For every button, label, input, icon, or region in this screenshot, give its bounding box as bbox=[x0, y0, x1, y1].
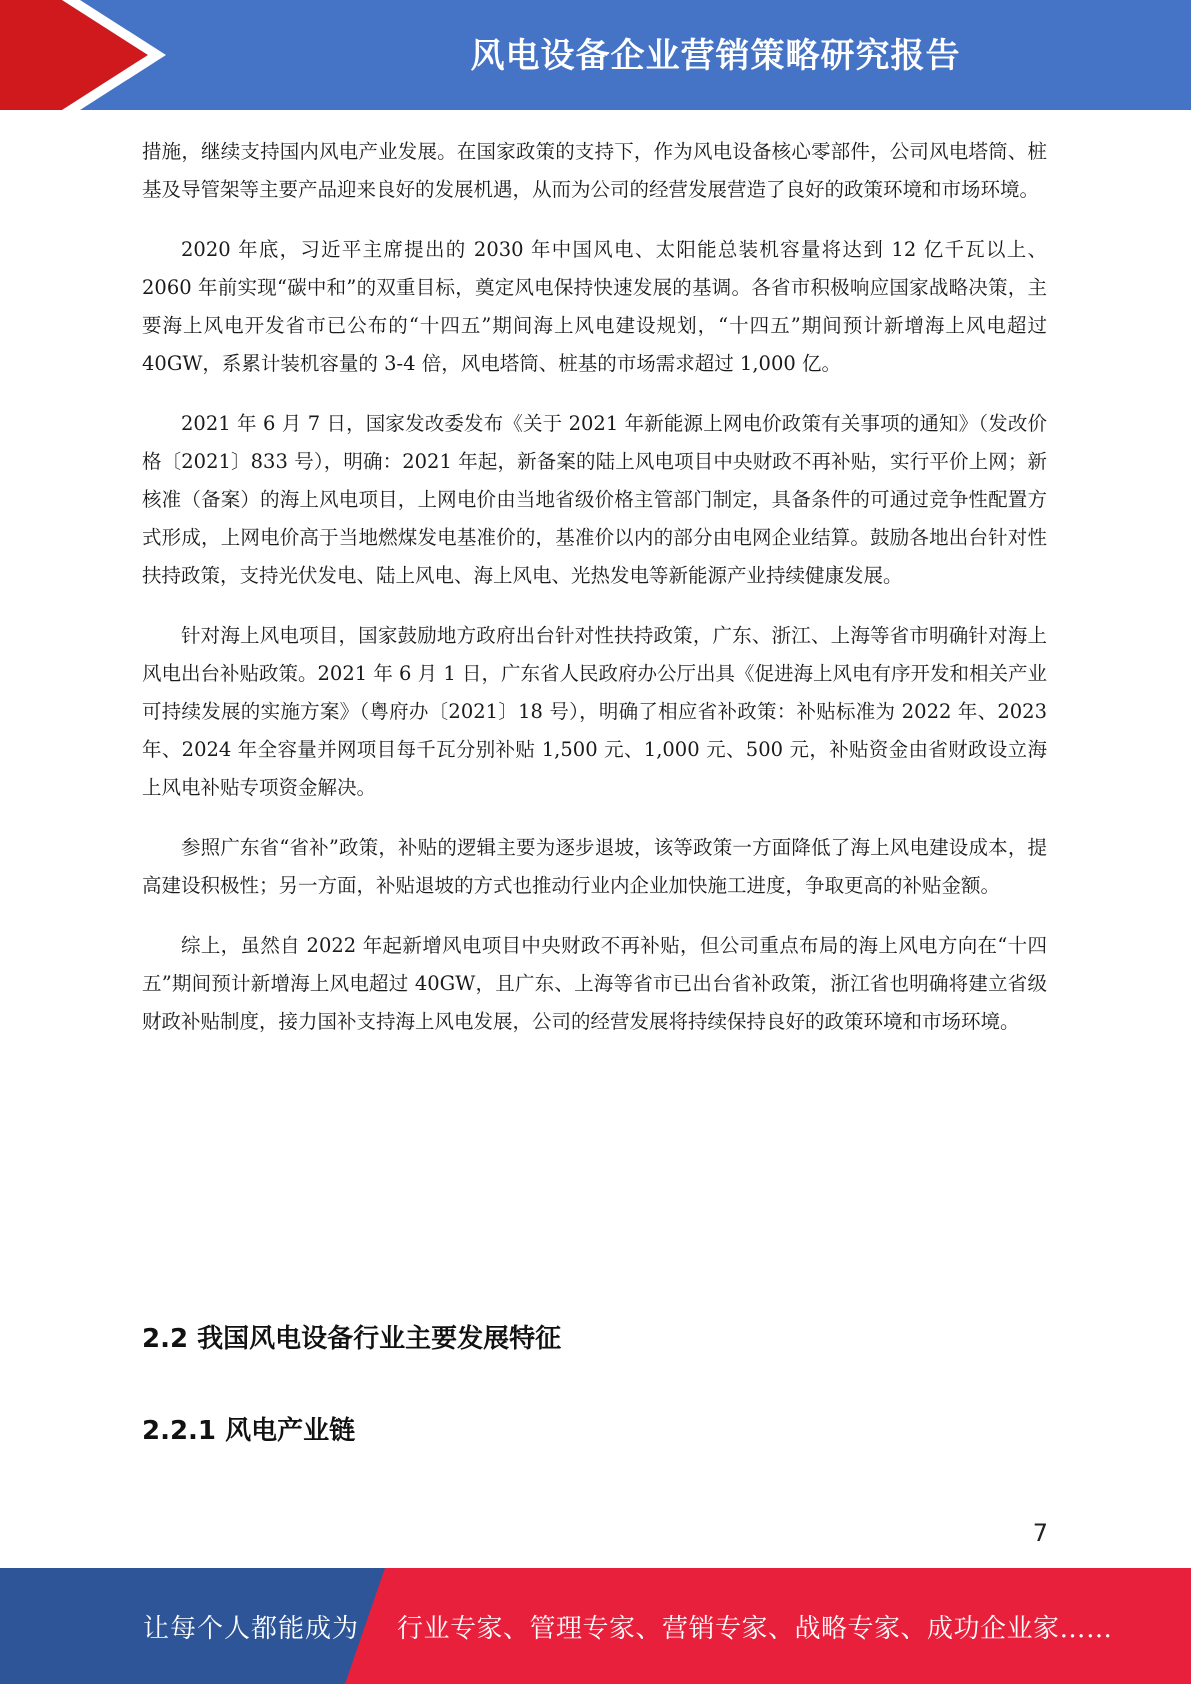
footer-slogan-right: 行业专家、管理专家、营销专家、战略专家、成功企业家…… bbox=[397, 1614, 1113, 1644]
paragraph-offshore-subsidy: 针对海上风电项目，国家鼓励地方政府出台针对性扶持政策，广东、浙江、上海等省市明确针对海上风电出台补贴政策。2021 年 6 月 1 日，广东省人民政府办公厅出具《促进海上风电有序开发和相关产业可持续发展的实施方案》（粤府办〔2021〕18 号），明确了相应省补政策：补贴标准为 2022 年、2023 年、2024 年全容量并网项目每千瓦分别补贴 1,500 元、1,000 元、500 元，补贴资金由省财政设立海上风电补贴专项资金解决。 bbox=[142, 624, 1047, 799]
section-heading: 2.2 我国风电设备行业主要发展特征 bbox=[142, 1324, 562, 1354]
page-footer bbox=[0, 1568, 1191, 1684]
paragraph-guangdong-subsidy: 参照广东省“省补”政策，补贴的逻辑主要为逐步退坡，该等政策一方面降低了海上风电建设成本，提高建设积极性；另一方面，补贴退坡的方式也推动行业内企业加快施工进度，争取更高的补贴金额。 bbox=[142, 836, 1047, 897]
document-body bbox=[142, 133, 1047, 1063]
paragraph-ndrc-notice: 2021 年 6 月 7 日，国家发改委发布《关于 2021 年新能源上网电价政策有关事项的通知》（发改价格〔2021〕833 号），明确：2021 年起，新备案的陆上风电项目中央财政不再补贴，实行平价上网；新核准（备案）的海上风电项目，上网电价由当地省级价格主管部门制定，具备条件的可通过竞争性配置方式形成，上网电价高于当地燃煤发电基准价的，基准价以内的部分由电网企业结算。鼓励各地出台针对性扶持政策，支持光伏发电、陆上风电、海上风电、光热发电等新能源产业持续健康发展。 bbox=[142, 412, 1047, 587]
page-number: 7 bbox=[1032, 1519, 1048, 1547]
paragraph-policy-support: 措施，继续支持国内风电产业发展。在国家政策的支持下，作为风电设备核心零部件，公司风电塔筒、桩基及导管架等主要产品迎来良好的发展机遇，从而为公司的经营发展营造了良好的政策环境和市场环境。 bbox=[142, 140, 1047, 201]
paragraph-carbon-neutral-goal: 2020 年底，习近平主席提出的 2030 年中国风电、太阳能总装机容量将达到 12 亿千瓦以上、2060 年前实现“碳中和”的双重目标，奠定风电保持快速发展的基调。各省市积极响应国家战略决策，主要海上风电开发省市已公布的“十四五”期间海上风电建设规划，“十四五”期间预计新增海上风电超过 40GW，系累计装机容量的 3-4 倍，风电塔筒、桩基的市场需求超过 1,000 亿。 bbox=[142, 238, 1047, 375]
report-title: 风电设备企业营销策略研究报告 bbox=[470, 36, 961, 76]
page-header bbox=[0, 0, 1191, 110]
subsection-heading: 2.2.1 风电产业链 bbox=[142, 1416, 356, 1446]
footer-slogan-left: 让每个人都能成为 bbox=[143, 1614, 360, 1644]
paragraph-summary: 综上，虽然自 2022 年起新增风电项目中央财政不再补贴，但公司重点布局的海上风电方向在“十四五”期间预计新增海上风电超过 40GW，且广东、上海等省市已出台省补政策，浙江省也明确将建立省级财政补贴制度，接力国补支持海上风电发展，公司的经营发展将持续保持良好的政策环境和市场环境。 bbox=[142, 934, 1047, 1033]
